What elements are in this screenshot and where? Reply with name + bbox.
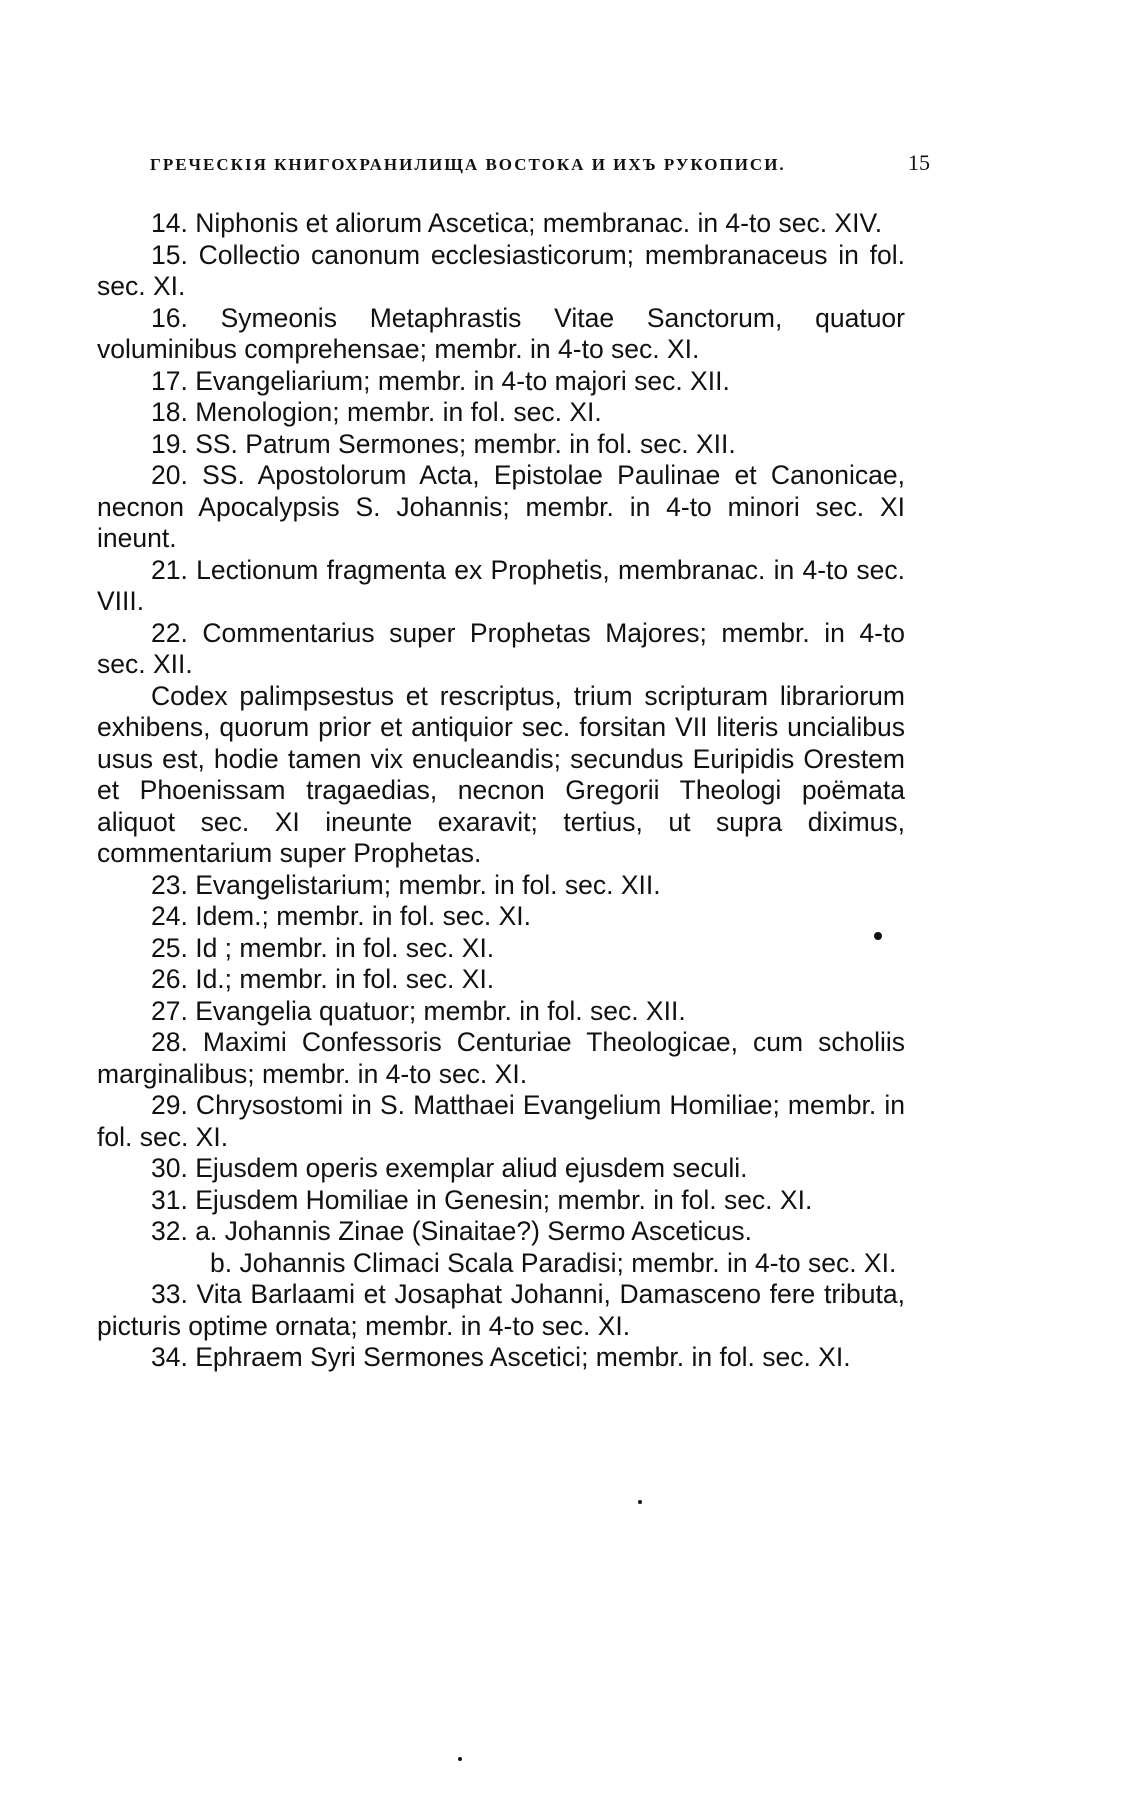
ink-spot — [874, 932, 882, 940]
ink-speck — [458, 1757, 462, 1761]
entry-25: 25. Id ; membr. in fol. sec. XI. — [151, 932, 495, 963]
entry-28: 28. Maximi Confessoris Centuriae Theologicae, cum scholiis marginalibus; membr. in 4-to sec. XI. — [97, 1027, 905, 1089]
entry-14: 14. Niphonis et aliorum Ascetica; membranac. in 4-to sec. XIV. — [151, 208, 883, 238]
page-number: 15 — [908, 150, 930, 175]
entry-29: 29. Chrysostomi in S. Matthaei Evangelium Homiliae; membr. in fol. sec. XI. — [97, 1090, 905, 1152]
running-title: ГРЕЧЕСКІЯ КНИГОХРАНИЛИЩА ВОСТОКА И ИХЪ РУКОПИСИ. — [150, 155, 786, 174]
entry-32a: 32. a. Johannis Zinae (Sinaitae?) Sermo Asceticus. — [151, 1216, 752, 1246]
entry-20: 20. SS. Apostolorum Acta, Epistolae Paulinae et Canonicae, necnon Apocalypsis S. Johannis; membr. in 4-to minori sec. XI ineunt. — [97, 460, 905, 553]
entry-16: 16. Symeonis Metaphrastis Vitae Sanctorum, quatuor voluminibus comprehensae; membr. in 4-to sec. XI. — [97, 302, 905, 364]
codex-note: Codex palimpsestus et rescriptus, trium scripturam librariorum exhibens, quorum prior et antiquior sec. forsitan VII literis uncialibus usus est, hodie tamen vix enucleandis; secundus Euripidis Orestem et Phoenissam tragaedias, necnon Gregorii Theologi poëmata aliquot sec. XI ineunte exaravit; tertius, ut supra diximus, commentarium super Prophetas. — [97, 680, 905, 868]
entry-19: 19. SS. Patrum Sermones; membr. in fol. sec. XII. — [151, 428, 736, 459]
entry-33: 33. Vita Barlaami et Josaphat Johanni, Damasceno fere tributa, picturis optime ornata; membr. in 4-to sec. XI. — [97, 1279, 905, 1341]
entry-31: 31. Ejusdem Homiliae in Genesin; membr. in fol. sec. XI. — [151, 1184, 813, 1215]
catalog-text — [97, 208, 905, 1374]
entry-27: 27. Evangelia quatuor; membr. in fol. sec. XII. — [151, 995, 686, 1026]
entry-26: 26. Id.; membr. in fol. sec. XI. — [151, 964, 495, 994]
entry-24: 24. Idem.; membr. in fol. sec. XI. — [151, 901, 531, 931]
entry-22: 22. Commentarius super Prophetas Majores; membr. in 4-to sec. XII. — [97, 617, 905, 679]
entry-30: 30. Ejusdem operis exemplar aliud ejusdem seculi. — [151, 1153, 748, 1183]
entry-23: 23. Evangelistarium; membr. in fol. sec. XII. — [151, 869, 661, 900]
entry-18: 18. Menologion; membr. in fol. sec. XI. — [151, 397, 602, 427]
entry-32b: b. Johannis Climaci Scala Paradisi; membr. in 4-to sec. XI. — [210, 1247, 897, 1278]
entry-17: 17. Evangeliarium; membr. in 4-to majori sec. XII. — [151, 365, 730, 396]
running-header — [150, 150, 930, 186]
entry-34: 34. Ephraem Syri Sermones Ascetici; membr. in fol. sec. XI. — [151, 1342, 851, 1372]
entry-21: 21. Lectionum fragmenta ex Prophetis, membranac. in 4-to sec. VIII. — [97, 554, 905, 616]
ink-speck — [638, 1500, 642, 1504]
entry-15: 15. Collectio canonum ecclesiasticorum; membranaceus in fol. sec. XI. — [97, 239, 905, 301]
